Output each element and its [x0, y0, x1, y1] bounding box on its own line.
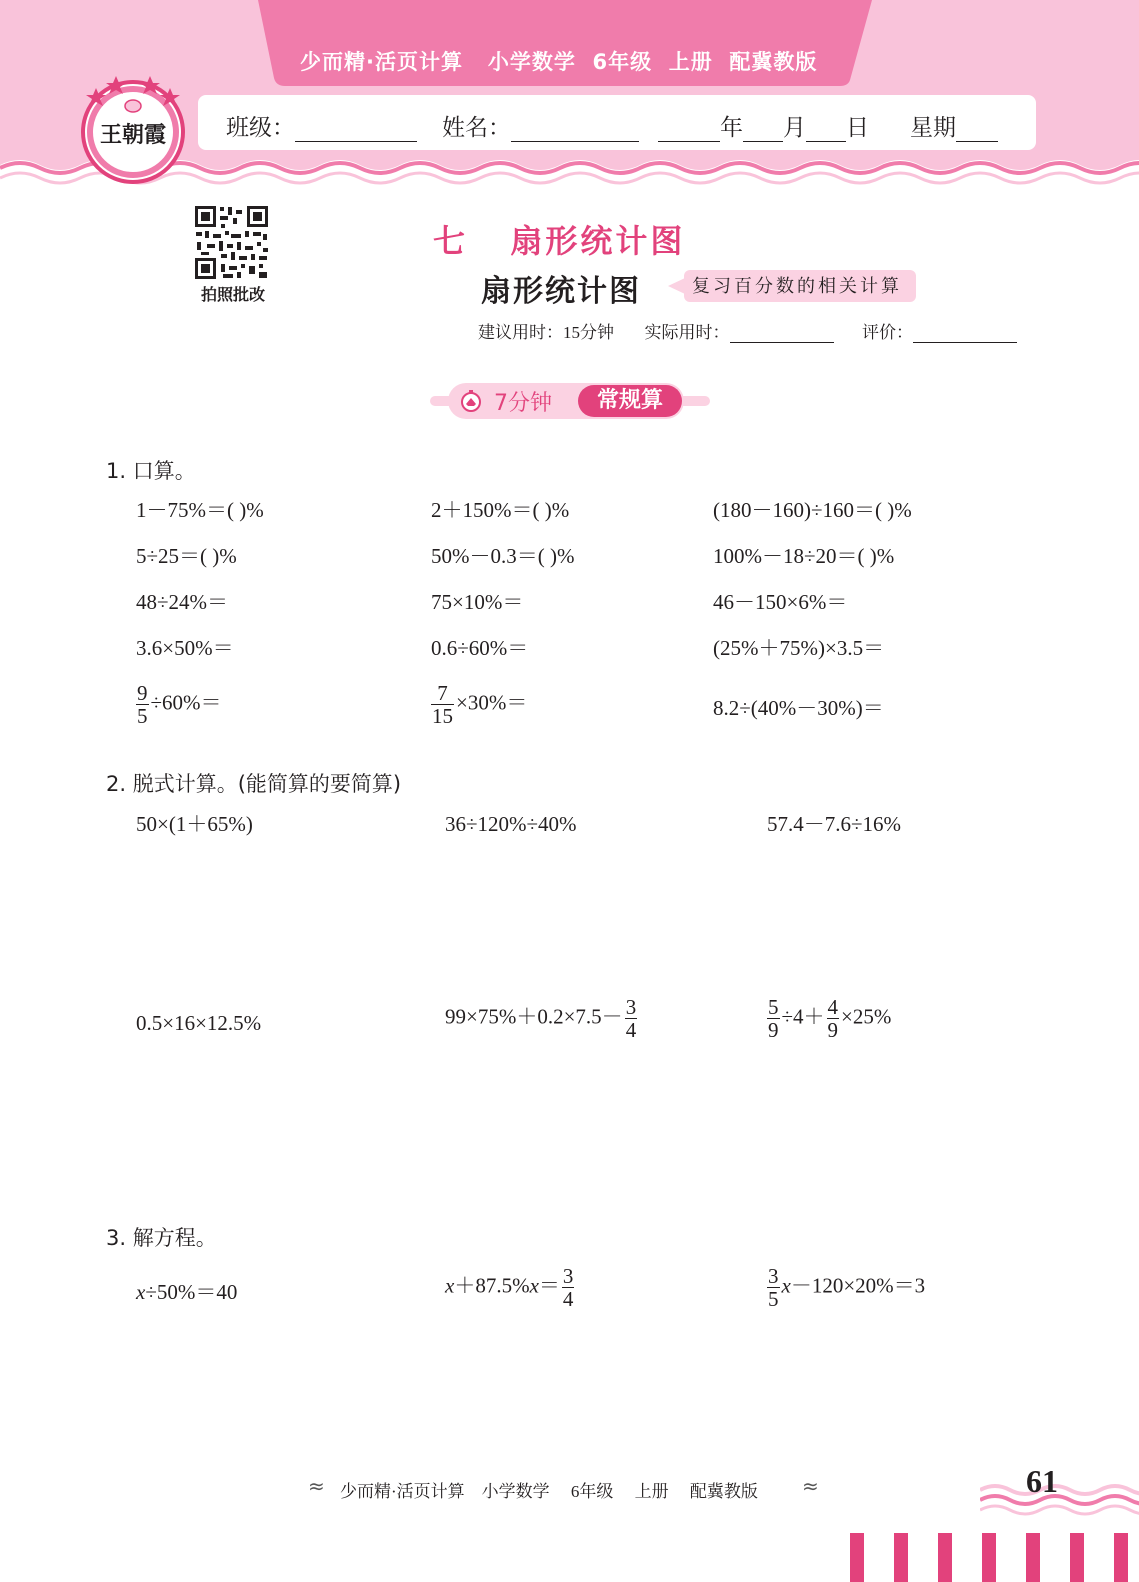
section-time: 7分钟 [494, 391, 552, 416]
q2-r1-c: 57.4－7.6÷16% [767, 812, 902, 836]
q1-r1-b: 2＋150%＝( )% [431, 498, 570, 522]
q1-r5-b: $\frac{7}{15}$ ×30%＝ [432, 681, 528, 729]
suggested-time: 建议用时：15分钟 [478, 323, 614, 342]
q2-r2-a: 0.5×16×12.5% [136, 1011, 262, 1035]
weekday-label: 星期 [910, 115, 956, 141]
month-label: 月 [783, 115, 806, 141]
evaluation-blank[interactable] [913, 324, 1017, 343]
q1-heading: 1. 口算。 [106, 459, 196, 483]
q1-r5-a: $\frac{9}{5}$ ÷60%＝ [137, 681, 222, 729]
name-field[interactable] [442, 109, 639, 142]
brand-logo [78, 70, 188, 185]
q1-r4-c: (25%＋75%)×3.5＝ [713, 636, 885, 660]
footer-wave-decoration [980, 1470, 1139, 1520]
q1-r3-a: 48÷24%＝ [136, 590, 229, 614]
series-title: 少而精·活页计算 小学数学 6年级 上册 配冀教版 [300, 50, 818, 74]
actual-time-blank[interactable] [730, 324, 834, 343]
q1-r5-c: 8.2÷(40%－30%)＝ [713, 696, 884, 720]
day-label: 日 [846, 115, 869, 141]
fraction: $\frac{3}{4}$ [625, 995, 637, 1043]
q1-r3-b: 75×10%＝ [431, 590, 524, 614]
section-name: 常规算 [578, 385, 682, 417]
chapter-title: 七 扇形统计图 [433, 222, 686, 260]
q1-r2-c: 100%－18÷20＝( )% [713, 544, 895, 568]
footer-tab-bars [848, 1533, 1139, 1582]
year-blank[interactable] [658, 119, 720, 142]
stopwatch-icon [459, 389, 483, 413]
q3-heading: 3. 解方程。 [106, 1226, 217, 1250]
fraction: $\frac{4}{9}$ [827, 995, 839, 1043]
q1-r4-b: 0.6÷60%＝ [431, 636, 529, 660]
day-blank[interactable] [806, 119, 846, 142]
fraction: $\frac{5}{9}$ [768, 995, 779, 1043]
class-blank[interactable] [295, 119, 417, 142]
q1-r1-c: (180－160)÷160＝( )% [713, 498, 912, 522]
fraction: $\frac{3}{4}$ [562, 1264, 574, 1312]
lesson-title: 扇形统计图 [481, 274, 641, 309]
weekday-blank[interactable] [956, 119, 998, 142]
wave-right-icon: ≈ [802, 1474, 819, 1498]
q2-r2-c: $\frac{5}{9}$ ÷4＋ $\frac{4}{9}$ ×25% [768, 995, 892, 1043]
q3-a: x÷50%＝40 [136, 1280, 238, 1304]
time-row [478, 318, 1017, 343]
page-number: 61 [1026, 1463, 1058, 1499]
name-blank[interactable] [511, 119, 639, 142]
lesson-subtitle: 复习百分数的相关计算 [684, 270, 916, 302]
q1-r4-a: 3.6×50%＝ [136, 636, 234, 660]
student-info-bar [198, 95, 1036, 150]
qr-label: 拍照批改 [200, 285, 265, 304]
class-label: 班级： [226, 115, 295, 141]
class-field[interactable] [226, 109, 417, 142]
weekday-field[interactable] [910, 109, 998, 142]
fraction: $\frac{7}{15}$ [432, 681, 453, 729]
evaluation-label: 评价： [862, 323, 913, 342]
qr-code-icon[interactable] [193, 204, 270, 281]
lesson-tag-pointer [668, 278, 685, 294]
q1-r2-b: 50%－0.3＝( )% [431, 544, 575, 568]
name-label: 姓名： [442, 115, 511, 141]
footer-text: 少而精·活页计算 小学数学 6年级 上册 配冀教版 [340, 1482, 758, 1501]
q2-r2-b: 99×75%＋0.2×7.5－ $\frac{3}{4}$ [445, 995, 637, 1043]
year-label: 年 [720, 115, 743, 141]
wave-left-icon: ≈ [308, 1474, 325, 1498]
q1-r2-a: 5÷25＝( )% [136, 544, 237, 568]
q1-r1-a: 1－75%＝( )% [136, 498, 264, 522]
logo-text: 王朝霞 [99, 122, 167, 148]
q2-r1-b: 36÷120%÷40% [445, 812, 577, 836]
date-field[interactable] [658, 109, 869, 142]
actual-time-label: 实际用时： [644, 323, 730, 342]
fraction: $\frac{9}{5}$ [137, 681, 148, 729]
q2-r1-a: 50×(1＋65%) [136, 812, 253, 836]
q1-r3-c: 46－150×6%＝ [713, 590, 848, 614]
month-blank[interactable] [743, 119, 783, 142]
q2-heading: 2. 脱式计算。(能简算的要简算) [106, 772, 402, 796]
fraction: $\frac{3}{5}$ [768, 1264, 779, 1312]
q3-c: $\frac{3}{5}$ x－120×20%＝3 [768, 1264, 926, 1312]
q3-b: x＋87.5%x＝ $\frac{3}{4}$ [445, 1264, 574, 1312]
